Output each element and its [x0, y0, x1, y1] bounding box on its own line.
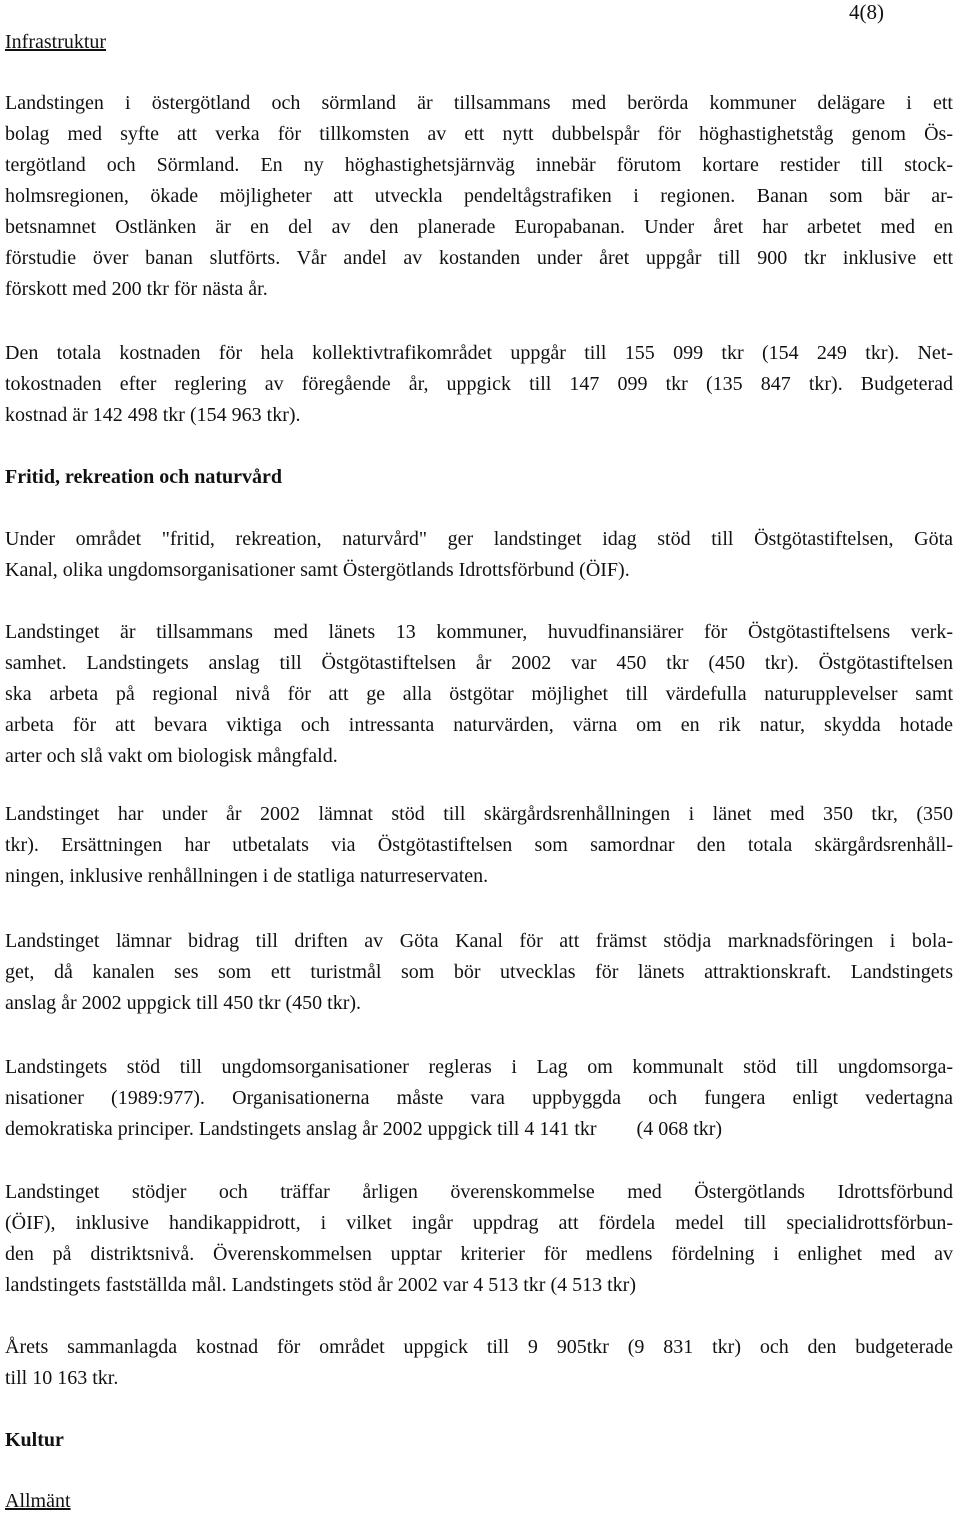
text-line: get, då kanalen ses som ett turistmål som bör utvecklas för länets attraktionskraft. Landstingets — [5, 961, 953, 983]
text-line: Under området "fritid, rekreation, naturvård" ger landstinget idag stöd till Östgötastiftelsen, Göta — [5, 528, 953, 550]
section-title-fritid: Fritid, rekreation och naturvård — [5, 466, 283, 488]
text-line: Kanal, olika ungdomsorganisationer samt Östergötlands Idrottsförbund (ÖIF). — [5, 559, 630, 581]
section-title-kultur: Kultur — [5, 1429, 64, 1451]
text-line: förskott med 200 tkr för nästa år. — [5, 278, 268, 300]
text-line: bolag med syfte att verka för tillkomsten av ett nytt dubbelspår för höghastighetståg genom Ös- — [5, 123, 953, 145]
text-line: Landstingets stöd till ungdomsorganisationer regleras i Lag om kommunalt stöd till ungdomsorga- — [5, 1056, 953, 1078]
paragraph-fritid-2 — [5, 617, 953, 772]
text-line: betsnamnet Ostlänken är en del av den planerade Europabanan. Under året har arbetet med en — [5, 216, 953, 238]
section-title-infrastruktur: Infrastruktur — [5, 31, 107, 53]
text-line: nisationer (1989:977). Organisationerna måste vara uppbyggda och fungera enligt vedertagna — [5, 1087, 953, 1109]
text-line: (ÖIF), inklusive handikappidrott, i vilket ingår uppdrag att fördela medel till specialidrottsförbun- — [5, 1212, 953, 1234]
text-line: Landstingen i östergötland och sörmland är tillsammans med berörda kommuner delägare i ett — [5, 92, 953, 114]
text-line: Landstinget är tillsammans med länets 13 kommuner, huvudfinansiärer för Östgötastiftelsens verk- — [5, 621, 953, 643]
paragraph-fritid-7 — [5, 1332, 953, 1394]
paragraph-infrastruktur-2 — [5, 338, 953, 431]
text-line: kostnad är 142 498 tkr (154 963 tkr). — [5, 404, 301, 426]
text-line: samhet. Landstingets anslag till Östgötastiftelsen år 2002 var 450 tkr (450 tkr). Östgötastiftelsen — [5, 652, 953, 674]
paragraph-fritid-4 — [5, 926, 953, 1019]
text-line: arbeta för att bevara viktiga och intressanta naturvärden, värna om en rik natur, skydda hotade — [5, 714, 953, 736]
paragraph-infrastruktur-1 — [5, 88, 953, 305]
text-line: den på distriktsnivå. Överenskommelsen upptar kriterier för medlens fördelning i enlighet med av — [5, 1243, 953, 1265]
text-line: tokostnaden efter reglering av föregående år, uppgick till 147 099 tkr (135 847 tkr). Budgeterad — [5, 373, 953, 395]
paragraph-fritid-3 — [5, 799, 953, 892]
text-line: tkr). Ersättningen har utbetalats via Östgötastiftelsen som samordnar den totala skärgårdsrenhåll- — [5, 834, 953, 856]
text-line: Landstinget lämnar bidrag till driften av Göta Kanal för att främst stödja marknadsföringen i bola- — [5, 930, 953, 952]
text-line: anslag år 2002 uppgick till 450 tkr (450 tkr). — [5, 992, 362, 1014]
text-line: arter och slå vakt om biologisk mångfald. — [5, 745, 338, 767]
text-line: Landstinget har under år 2002 lämnat stöd till skärgårdsrenhållningen i länet med 350 tkr, (350 — [5, 803, 953, 825]
text-line: tergötland och Sörmland. En ny höghastighetsjärnväg innebär förutom kortare restider till stock- — [5, 154, 953, 176]
text-line: demokratiska principer. Landstingets anslag år 2002 uppgick till 4 141 tkr (4 068 tkr) — [5, 1118, 723, 1140]
text-line: Den totala kostnaden för hela kollektivtrafikområdet uppgår till 155 099 tkr (154 249 tkr). Net- — [5, 342, 953, 364]
text-line: till 10 163 tkr. — [5, 1367, 119, 1389]
text-line: Årets sammanlagda kostnad för området uppgick till 9 905tkr (9 831 tkr) och den budgeterade — [5, 1336, 953, 1358]
text-line: landstingets fastställda mål. Landstingets stöd år 2002 var 4 513 tkr (4 513 tkr) — [5, 1274, 636, 1296]
paragraph-fritid-1 — [5, 524, 953, 586]
paragraph-fritid-6 — [5, 1177, 953, 1301]
text-line: förstudie över banan slutförts. Vår andel av kostanden under året uppgår till 900 tkr inklusive ett — [5, 247, 953, 269]
paragraph-fritid-5 — [5, 1052, 953, 1145]
text-line: ska arbeta på regional nivå för att ge alla östgötar möjlighet till värdefulla naturupplevelser samt — [5, 683, 953, 705]
page-number: 4(8) — [849, 0, 884, 24]
text-line: holmsregionen, ökade möjligheter att utveckla pendeltågstrafiken i regionen. Banan som bär ar- — [5, 185, 953, 207]
text-line: ningen, inklusive renhållningen i de statliga naturreservaten. — [5, 865, 489, 887]
text-line: Landstinget stödjer och träffar årligen överenskommelse med Östergötlands Idrottsförbund — [5, 1181, 953, 1203]
subsection-title-allmant: Allmänt — [5, 1490, 71, 1512]
